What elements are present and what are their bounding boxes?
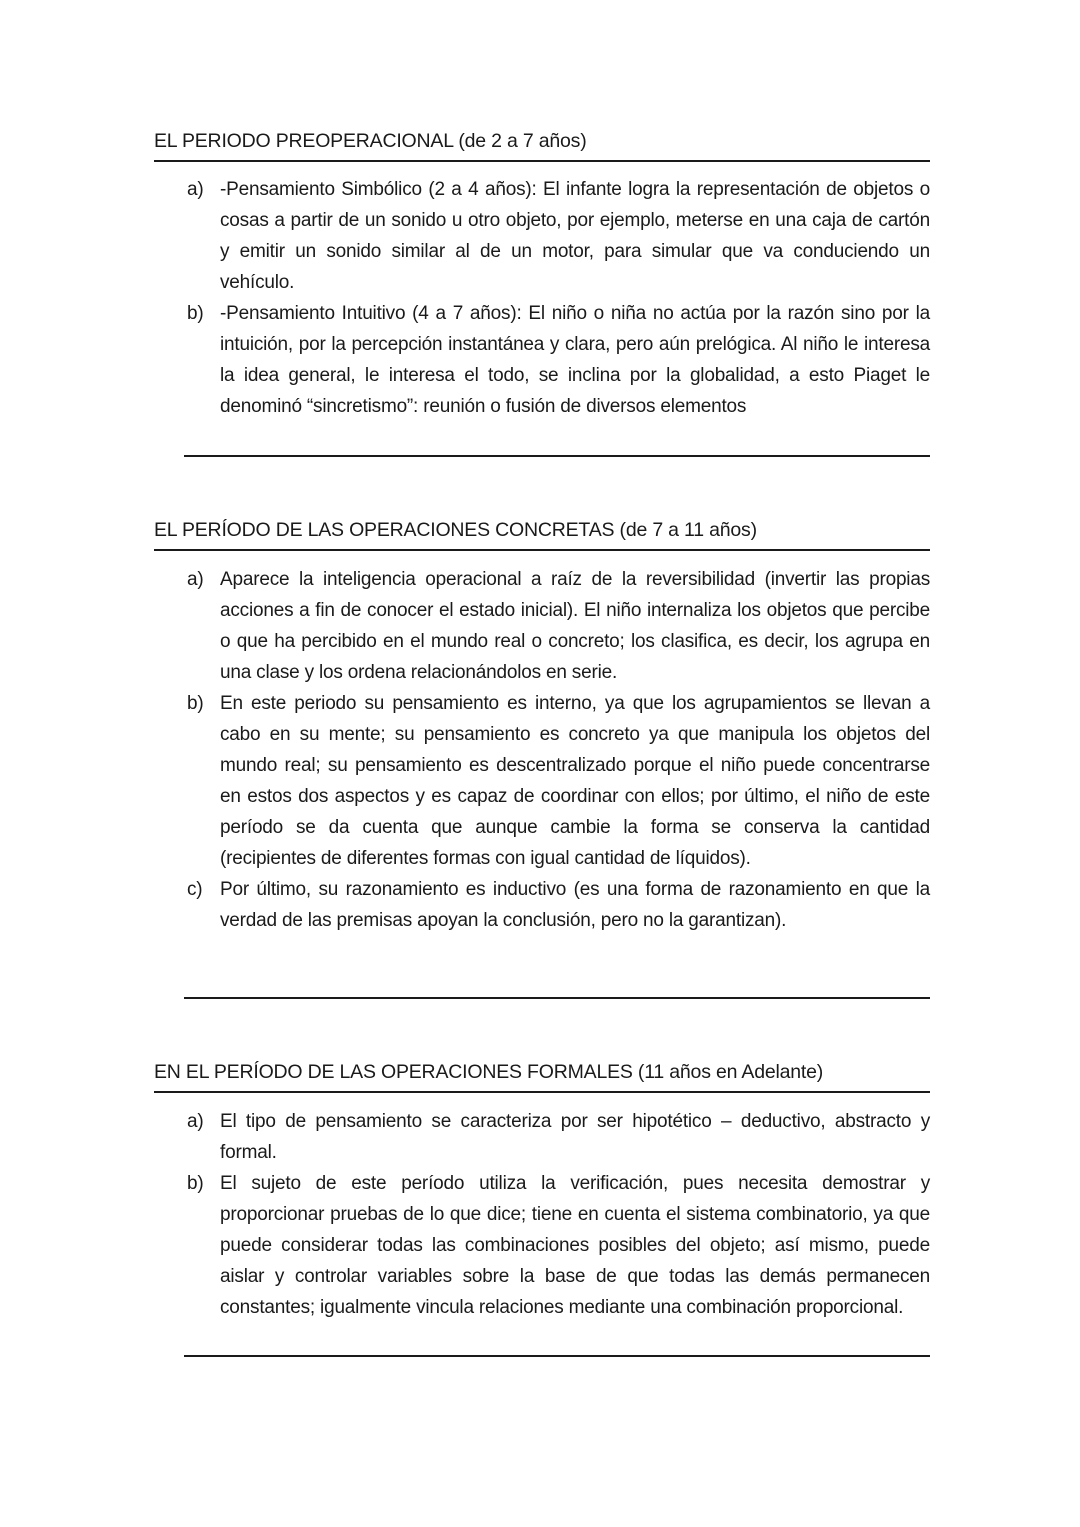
list-item-text: Por último, su razonamiento es inductivo (es una forma de razonamiento en que la verdad de las premisas apoyan la conclusión, pero no la garantizan). (220, 879, 930, 931)
list-item (184, 1106, 930, 1168)
list-item-text: Aparece la inteligencia operacional a raíz de la reversibilidad (invertir las propias acciones a fin de conocer el estado inicial). El niño internaliza los objetos que percibe o que ha percibido en el mundo real o concreto; los clasifica, es decir, los agrupa en una clase y los ordena relacionándolos en serie. (220, 569, 930, 683)
list-operaciones-formales (184, 1106, 930, 1323)
list-item (184, 174, 930, 298)
list-preoperacional (184, 174, 930, 422)
list-item (184, 688, 930, 874)
list-marker: a) (187, 179, 204, 200)
section-heading-operaciones-formales: EN EL PERÍODO DE LAS OPERACIONES FORMALES (11 años en Adelante) (154, 1060, 930, 1093)
section-end-rule (184, 1355, 930, 1357)
list-item (184, 298, 930, 422)
list-item-text: En este periodo su pensamiento es interno, ya que los agrupamientos se llevan a cabo en su mente; su pensamiento es concreto ya que manipula los objetos del mundo real; su pensamiento es descentralizado porque el niño puede concentrarse en estos dos aspectos y es capaz de coordinar con ellos; por último, el niño de este período se da cuenta que aunque cambie la forma se conserva la cantidad (recipientes de diferentes formas con igual cantidad de líquidos). (220, 693, 930, 869)
list-marker: a) (187, 1111, 204, 1132)
list-operaciones-concretas (184, 564, 930, 936)
section-heading-operaciones-concretas: EL PERÍODO DE LAS OPERACIONES CONCRETAS (de 7 a 11 años) (154, 518, 930, 551)
list-item (184, 874, 930, 936)
list-item (184, 564, 930, 688)
section-end-rule (184, 997, 930, 999)
list-marker: b) (187, 1173, 204, 1194)
list-marker: b) (187, 693, 204, 714)
section-heading-preoperacional: EL PERIODO PREOPERACIONAL (de 2 a 7 años) (154, 129, 930, 162)
list-item-text: -Pensamiento Simbólico (2 a 4 años): El infante logra la representación de objetos o cosas a partir de un sonido u otro objeto, por ejemplo, meterse en una caja de cartón y emitir un sonido similar al de un motor, para simular que va conduciendo un vehículo. (220, 179, 930, 293)
list-item (184, 1168, 930, 1323)
list-marker: b) (187, 303, 204, 324)
list-item-text: El tipo de pensamiento se caracteriza por ser hipotético – deductivo, abstracto y formal. (220, 1111, 930, 1163)
section-end-rule (184, 455, 930, 457)
list-item-text: -Pensamiento Intuitivo (4 a 7 años): El niño o niña no actúa por la razón sino por la intuición, por la percepción instantánea y clara, pero aún prelógica. Al niño le interesa la idea general, le interesa el todo, se inclina por la globalidad, a esto Piaget le denominó “sincretismo”: reunión o fusión de diversos elementos (220, 303, 930, 417)
list-item-text: El sujeto de este período utiliza la verificación, pues necesita demostrar y proporcionar pruebas de lo que dice; tiene en cuenta el sistema combinatorio, ya que puede considerar todas las combinaciones posibles del objeto; así mismo, puede aislar y controlar variables sobre la base de que todas las demás permanecen constantes; igualmente vincula relaciones mediante una combinación proporcional. (220, 1173, 930, 1318)
list-marker: c) (187, 879, 203, 900)
list-marker: a) (187, 569, 204, 590)
